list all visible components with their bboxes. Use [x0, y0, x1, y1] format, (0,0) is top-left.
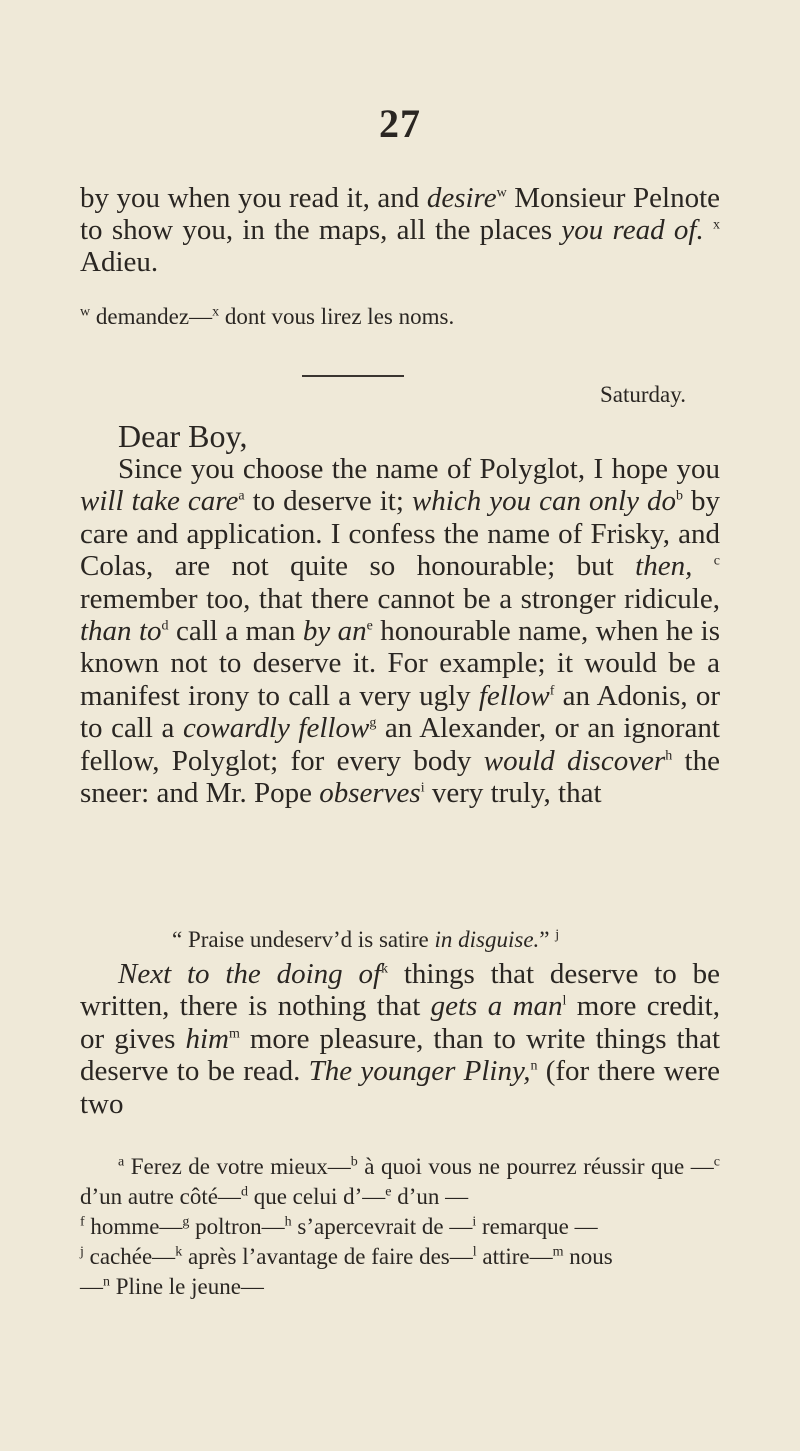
footnote-text: Pline le jeune—: [110, 1274, 264, 1299]
footnote-marker: j: [555, 927, 560, 943]
footnote-marker: g: [182, 1214, 190, 1230]
footnote-marker: w: [496, 185, 507, 201]
top-paragraph: [80, 182, 720, 278]
italic-run: desire: [426, 182, 497, 214]
footnote-marker: a: [118, 1154, 125, 1170]
text-run: Since you choose the name of Polyglot, I hope you: [118, 453, 720, 485]
text-run: more credit, or gives: [80, 990, 720, 1055]
footnote-marker: c: [713, 1154, 720, 1170]
letter-paragraph-1: [80, 453, 720, 809]
text-run: very truly, that: [424, 777, 602, 810]
italic-run: which you can only do: [411, 485, 676, 518]
italic-run: observes: [319, 777, 421, 810]
footnote-marker: x: [713, 217, 720, 233]
italic-run: fellow: [478, 679, 550, 712]
footnote-text: dont vous lirez les noms.: [219, 304, 455, 329]
footnote-text: s’apercevrait de —: [291, 1214, 473, 1239]
footnote-marker: m: [552, 1244, 564, 1260]
text-run: call a man: [168, 615, 303, 648]
text-run: to deserve it;: [244, 485, 412, 518]
footnote-text: nous: [563, 1244, 613, 1269]
top-footnote: [80, 304, 454, 330]
text-run: by you when you read it, and: [80, 182, 427, 214]
footnote-marker: n: [530, 1058, 538, 1074]
footnote-marker: m: [228, 1026, 240, 1042]
text-run: things that deserve to be written, there is nothing that: [80, 958, 721, 1023]
italic-run: gets a man: [430, 990, 563, 1023]
text-run: an Adonis, or to call a: [80, 679, 720, 745]
text-run: Adieu.: [80, 246, 159, 278]
footnote-text: homme—: [84, 1214, 183, 1239]
italic-run: than to: [80, 615, 162, 648]
letter-paragraph-2: [80, 958, 720, 1120]
text-run: Monsieur Pelnote to show you, in the maps, all the places: [80, 182, 720, 246]
text-run: remember too, that there cannot be a stronger ridicule,: [80, 582, 720, 615]
footnote-line: [80, 1242, 720, 1272]
footnote-marker: d: [161, 618, 169, 634]
italic-run: Next to the doing of: [118, 958, 382, 990]
section-divider: [302, 375, 404, 377]
text-run: honourable name, when he is known not to deserve it. For example; it would be a manifest irony to call a very ugly: [80, 615, 720, 712]
footnote-marker: f: [549, 683, 555, 699]
italic-run: in disguise.: [434, 927, 540, 952]
footnote-marker: f: [80, 1214, 85, 1230]
footnote-marker: l: [472, 1244, 477, 1260]
footnote-marker: a: [238, 488, 245, 504]
footnote-marker: w: [80, 304, 91, 320]
footnote-text: poltron—: [189, 1214, 285, 1239]
text-run: more pleasure, than to write things that deserve to be read.: [80, 1022, 720, 1088]
footnote-marker: h: [665, 748, 673, 763]
footnote-marker: n: [103, 1274, 110, 1290]
footnote-marker: b: [350, 1154, 358, 1170]
footnote-marker: h: [284, 1214, 292, 1230]
italic-run: him: [185, 1022, 229, 1055]
footnote-text: d’un —: [391, 1184, 469, 1209]
text-run: (for there were two: [80, 1055, 720, 1120]
footnote-marker: k: [381, 961, 389, 977]
footnote-text: demandez—: [90, 304, 213, 329]
footnote-marker: c: [713, 553, 721, 569]
footnote-marker: b: [675, 488, 683, 504]
italic-run: The younger Pliny,: [308, 1055, 531, 1088]
text-run: an Alexander, or an ignorant fellow, Polyglot; for every body: [80, 712, 720, 777]
pope-quotation: [172, 927, 559, 953]
footnote-text: d’un autre côté—: [80, 1184, 241, 1209]
footnote-marker: g: [369, 715, 377, 731]
letter-salutation: Dear Boy,: [118, 418, 248, 454]
footnote-marker: j: [80, 1244, 84, 1260]
footnote-line: [80, 1272, 720, 1302]
footnote-marker: l: [562, 993, 567, 1009]
footnote-text: —: [80, 1274, 103, 1299]
footnote-text: après l’avantage de faire des—: [182, 1244, 473, 1269]
text-run: “ Praise undeserv’d is satire: [172, 927, 435, 952]
footnote-text: Ferez de votre mieux—: [124, 1154, 351, 1179]
italic-run: by an: [302, 615, 367, 648]
footnote-marker: x: [212, 304, 220, 320]
italic-run: cowardly fellow: [183, 712, 370, 745]
footnote-text: à quoi vous ne pourrez réussir que —: [357, 1154, 714, 1179]
letter-date: Saturday.: [600, 382, 687, 407]
footnote-marker: d: [240, 1184, 248, 1200]
text-run: by care and application. I confess the name of Frisky, and Colas, are not quite so honourable; but: [80, 485, 721, 583]
footnote-line: [80, 1212, 720, 1242]
text-run: ”: [539, 927, 556, 952]
footnote-text: attire—: [476, 1244, 553, 1269]
bottom-footnotes: [80, 1152, 720, 1302]
text-run: the sneer: and Mr. Pope: [80, 744, 720, 810]
footnote-line: [80, 1152, 720, 1212]
footnote-marker: e: [385, 1184, 392, 1200]
footnote-marker: e: [366, 618, 373, 634]
footnote-marker: i: [420, 780, 425, 796]
italic-run: then,: [635, 550, 693, 583]
page-number: 27: [379, 101, 421, 146]
italic-run: will take care: [80, 485, 239, 518]
footnote-marker: i: [472, 1214, 477, 1230]
italic-run: you read of.: [561, 214, 704, 246]
footnote-text: remarque —: [476, 1214, 598, 1239]
italic-run: would discover: [483, 744, 666, 777]
footnote-text: que celui d’—: [247, 1184, 386, 1209]
footnote-marker: k: [175, 1244, 183, 1260]
footnote-text: cachée—: [83, 1244, 176, 1269]
